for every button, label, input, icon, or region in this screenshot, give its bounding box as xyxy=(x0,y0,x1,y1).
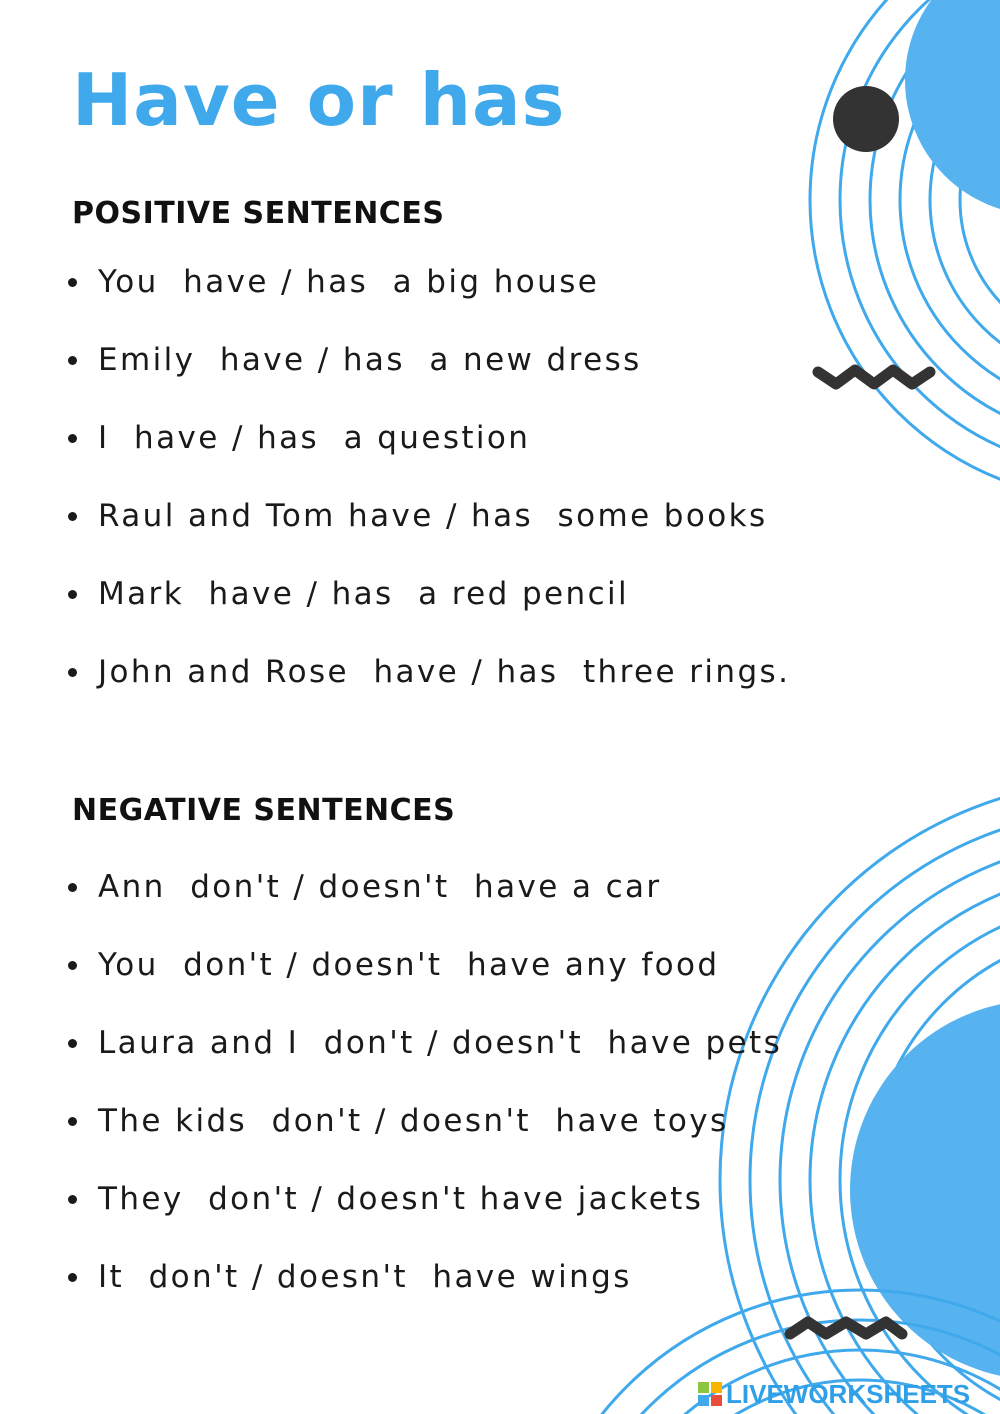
list-item xyxy=(60,1257,782,1335)
page-title: Have or has xyxy=(72,58,566,142)
liveworksheets-logo-icon xyxy=(698,1382,722,1406)
bullet-icon xyxy=(68,1039,77,1048)
sentence-text: The kids don't / doesn't have toys xyxy=(98,1103,729,1139)
list-item xyxy=(60,574,790,652)
bullet-icon xyxy=(68,1117,77,1126)
list-item xyxy=(60,1023,782,1101)
sentence-text: Ann don't / doesn't have a car xyxy=(98,869,662,905)
list-item xyxy=(60,1179,782,1257)
list-item xyxy=(60,496,790,574)
positive-sentences-list xyxy=(60,262,790,730)
liveworksheets-logo xyxy=(698,1374,970,1414)
sentence-text: Emily have / has a new dress xyxy=(98,342,642,378)
bullet-icon xyxy=(68,590,77,599)
negative-sentences-list xyxy=(60,867,782,1335)
dark-dot xyxy=(833,86,899,152)
list-item xyxy=(60,652,790,730)
list-item xyxy=(60,1101,782,1179)
sentence-text: They don't / doesn't have jackets xyxy=(98,1181,704,1217)
bullet-icon xyxy=(68,1195,77,1204)
list-item xyxy=(60,867,782,945)
positive-sentences-heading: POSITIVE SENTENCES xyxy=(72,196,445,231)
sentence-text: John and Rose have / has three rings. xyxy=(98,654,791,690)
sentence-text: You don't / doesn't have any food xyxy=(98,947,720,983)
sentence-text: It don't / doesn't have wings xyxy=(98,1259,632,1295)
bullet-icon xyxy=(68,512,77,521)
sentence-text: I have / has a question xyxy=(98,420,531,456)
logo-text: LIVEWORKSHEETS xyxy=(726,1378,971,1409)
sentence-text: Mark have / has a red pencil xyxy=(98,576,630,612)
bullet-icon xyxy=(68,961,77,970)
bullet-icon xyxy=(68,434,77,443)
sentence-text: You have / has a big house xyxy=(98,264,600,300)
list-item xyxy=(60,262,790,340)
bullet-icon xyxy=(68,883,77,892)
bullet-icon xyxy=(68,356,77,365)
bullet-icon xyxy=(68,1273,77,1282)
sentence-text: Raul and Tom have / has some books xyxy=(98,498,768,534)
list-item xyxy=(60,340,790,418)
bullet-icon xyxy=(68,668,77,677)
sentence-text: Laura and I don't / doesn't have pets xyxy=(98,1025,783,1061)
bullet-icon xyxy=(68,278,77,287)
list-item xyxy=(60,945,782,1023)
list-item xyxy=(60,418,790,496)
negative-sentences-heading: NEGATIVE SENTENCES xyxy=(72,793,456,828)
